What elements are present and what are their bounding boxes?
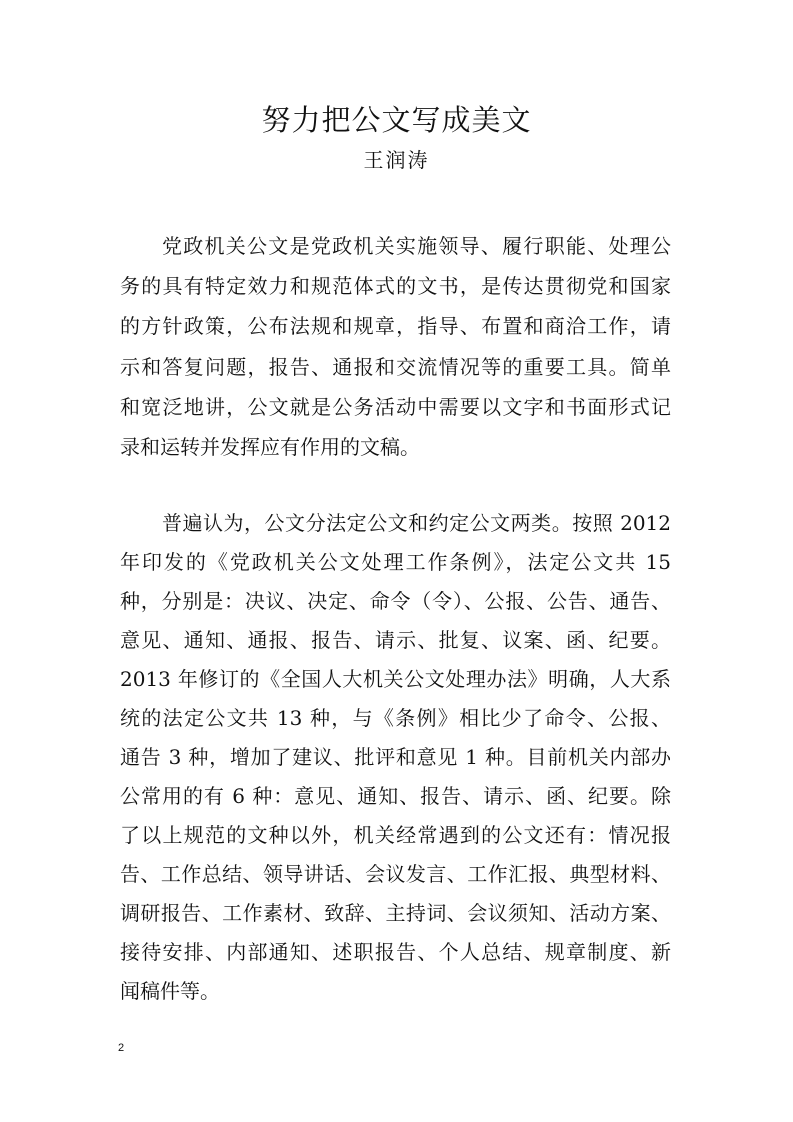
paragraph-1	[120, 230, 671, 471]
document-title: 努力把公文写成美文	[261, 103, 532, 137]
text-line: 统的法定公文共 13 种，与《条例》相比少了命令、公报、	[120, 706, 671, 731]
text-line: 意见、通知、通报、报告、请示、批复、议案、函、纪要。	[120, 628, 671, 653]
document-body	[120, 230, 671, 1014]
text-line: 年印发的《党政机关公文处理工作条例》，法定公文共 15	[120, 550, 671, 575]
text-line: 务的具有特定效力和规范体式的文书，是传达贯彻党和国家	[120, 274, 671, 299]
text-line: 通告 3 种，增加了建议、批评和意见 1 种。目前机关内部办	[120, 745, 671, 770]
text-line: 公常用的有 6 种：意见、通知、报告、请示、函、纪要。除	[120, 784, 671, 809]
text-line: 种，分别是：决议、决定、命令（令）、公报、公告、通告、	[120, 589, 671, 614]
text-line: 了以上规范的文种以外，机关经常遇到的公文还有：情况报	[120, 823, 671, 848]
text-line: 党政机关公文是党政机关实施领导、履行职能、处理公	[162, 234, 671, 258]
text-line: 告、工作总结、领导讲话、会议发言、工作汇报、典型材料、	[120, 862, 671, 887]
text-line: 的方针政策，公布法规和规章，指导、布置和商洽工作，请	[120, 314, 671, 339]
text-line: 接待安排、内部通知、述职报告、个人总结、规章制度、新	[120, 940, 671, 965]
text-line: 调研报告、工作素材、致辞、主持词、会议须知、活动方案、	[120, 901, 671, 926]
text-line: 示和答复问题，报告、通报和交流情况等的重要工具。简单	[120, 354, 671, 379]
text-line: 闻稿件等。	[120, 979, 220, 1004]
document-author: 王润涛	[363, 148, 430, 172]
text-line: 录和运转并发挥应有作用的文稿。	[120, 434, 420, 459]
text-line: 普遍认为，公文分法定公文和约定公文两类。按照 2012	[162, 511, 671, 536]
paragraph-2	[120, 507, 671, 1014]
page-number: 2	[118, 1042, 125, 1054]
text-line: 和宽泛地讲，公文就是公务活动中需要以文字和书面形式记	[120, 394, 671, 419]
text-line: 2013 年修订的《全国人大机关公文处理办法》明确，人大系	[120, 667, 671, 692]
